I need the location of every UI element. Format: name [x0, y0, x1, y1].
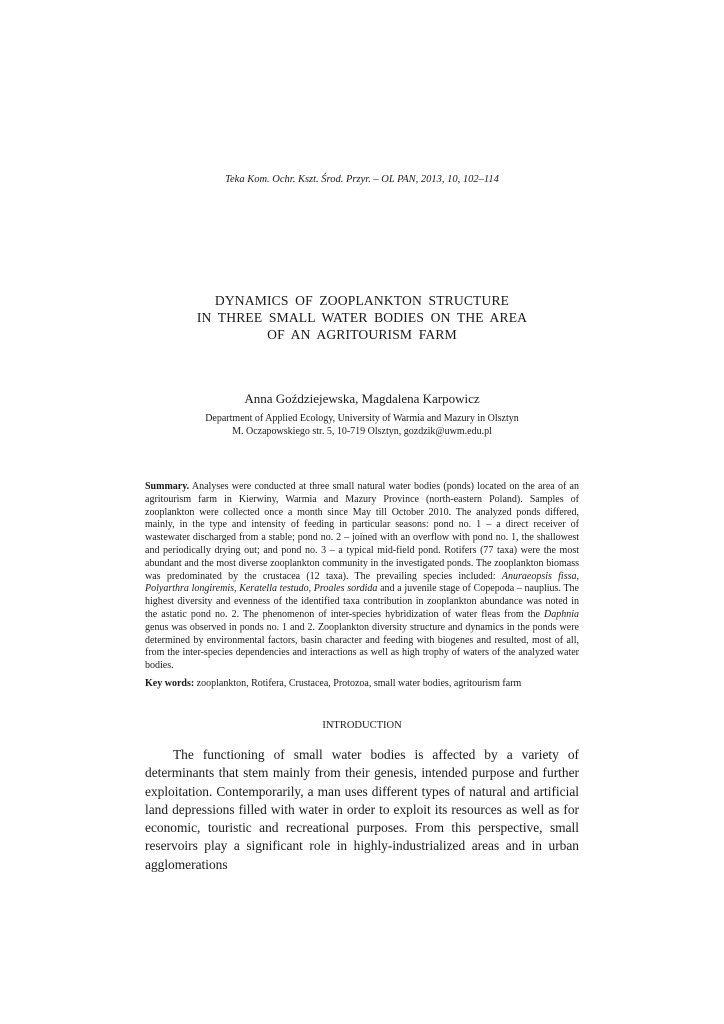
title-line: IN THREE SMALL WATER BODIES ON THE AREA: [196, 310, 528, 325]
keywords-text: zooplankton, Rotifera, Crustacea, Protozoa, small water bodies, agritourism farm: [194, 678, 522, 689]
summary-text: Analyses were conducted at three small natural water bodies (ponds) located on the area of an agritourism farm in Kierwiny, Warmia and Mazury Province (north-eastern Poland). Samples of zooplankton were collected once a month since May till October 2010. The analyzed ponds differed, mainly, in the type and intensity of feeding in particular seasons: pond no. 1 – a direct receiver of wastewater discharged from a stable; pond no. 2 – joined with an overflow with pond no. 1, the shallowest and periodically drying out; and pond no. 3 – a typical mid-field pond. Rotifers (77 taxa) were the most abundant and the most diverse zooplankton community in the investigated ponds. The zooplankton biomass was predominated by the crustacea (12 taxa). The prevailing species included:: [145, 481, 579, 582]
title-line: OF AN AGRITOURISM FARM: [267, 327, 457, 342]
summary-text: genus was observed in ponds no. 1 and 2. Zooplankton diversity structure and dynamics in the ponds were determined by environmental factors, basin character and feeding with biogenes and resulted, most of all, from the inter-species dependencies and interactions as well as high trophy of waters of the analyzed water bodies.: [145, 621, 579, 672]
title-line: DYNAMICS OF ZOOPLANKTON STRUCTURE: [214, 293, 510, 308]
summary-genus: Daphnia: [544, 608, 579, 620]
section-heading: INTRODUCTION: [322, 720, 402, 731]
intro-text: The functioning of small water bodies is affected by a variety of determinants that stem mainly from their genesis, intended purpose and further exploitation. Contemporarily, a man uses different types of natural and artificial land depressions filled with water in order to exploit its resources as well as for economic, touristic and recreational purposes. From this perspective, small reservoirs play a significant role in highly-industrialized areas and in urban agglomerations: [145, 747, 579, 872]
summary-species: Anuraeopsis fissa, Polyarthra longiremis, Keratella testudo, Proales sordida: [145, 570, 579, 595]
summary-text: and a juvenile stage of Copepoda – nauplius. The highest diversity and evenness of the identified taxa contribution in zooplankton abundance was noted in the astatic pond no. 2. The phenomenon of inter-species hybridization of water fleas from the: [145, 583, 579, 620]
affiliation-line: Department of Applied Ecology, University of Warmia and Mazury in Olsztyn: [205, 413, 519, 424]
summary-label: Summary.: [145, 481, 190, 492]
paper-title: [0, 292, 724, 343]
intro-paragraph: [145, 746, 579, 874]
journal-citation: Teka Kom. Ochr. Kszt. Środ. Przyr. – OL PAN, 2013, 10, 102–114: [225, 174, 499, 185]
affiliation: [0, 412, 724, 438]
summary-abstract: [145, 481, 579, 673]
keywords-label: Key words:: [145, 678, 195, 689]
authors: Anna Goździejewska, Magdalena Karpowicz: [244, 391, 480, 406]
keywords: [145, 678, 579, 691]
affiliation-line: M. Oczapowskiego str. 5, 10-719 Olsztyn, gozdzik@uwm.edu.pl: [232, 426, 492, 437]
